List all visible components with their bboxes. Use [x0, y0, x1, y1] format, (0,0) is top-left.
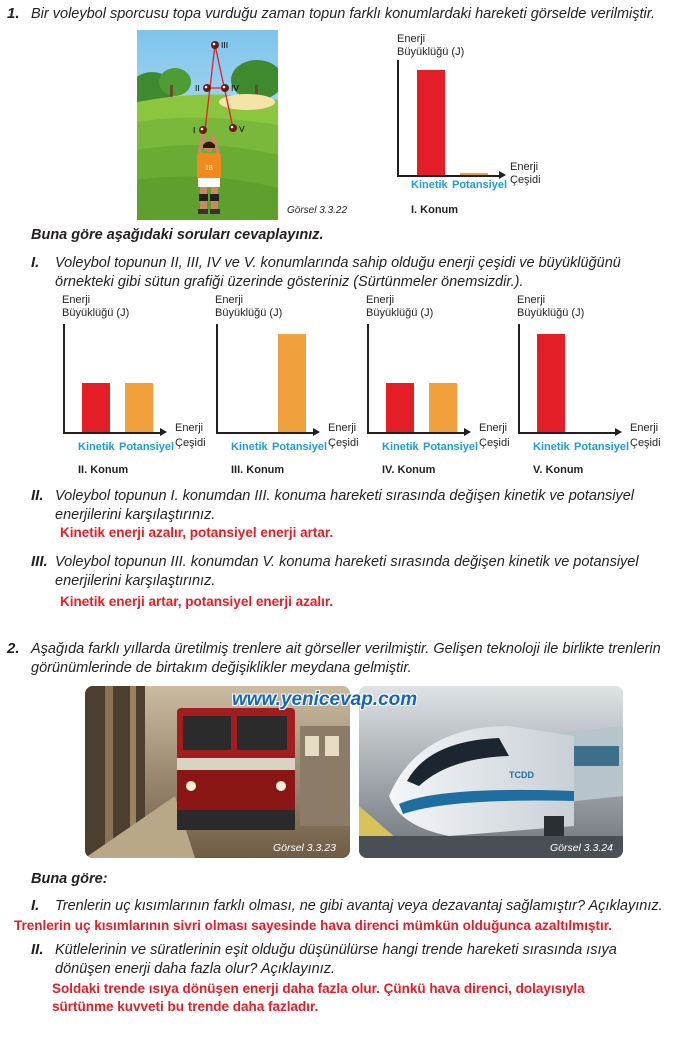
y-axis-label-line2: Büyüklüğü (J)	[397, 46, 465, 58]
x-axis-arrow-icon	[313, 428, 320, 436]
category-label-potential: Potansiyel	[574, 441, 630, 453]
q2-sub2-answer-line1: Soldaki trende ısıya dönüşen enerji daha fazla olur. Çünkü hava direnci, dolayısıyla	[52, 981, 585, 996]
x-axis	[397, 175, 502, 177]
photo-old-train	[85, 686, 350, 858]
q2-sub1-answer: Trenlerin uç kısımlarının sivri olması sayesinde hava direnci mümkün olduğunca azaltılmıştır.	[14, 918, 612, 933]
chart-title: I. Konum	[411, 204, 459, 216]
bar-kinetic	[386, 383, 414, 432]
ball-ii	[203, 84, 211, 92]
x-axis-arrow-icon	[160, 428, 167, 436]
bar-potential	[278, 334, 306, 432]
q1-sub1-number: I.	[31, 254, 40, 271]
q2-sub2-number: II.	[31, 941, 44, 958]
volleyball-scene	[137, 30, 278, 220]
y-axis	[518, 324, 520, 433]
q2-line2: görünümlerinde de birtakım değişiklikler meydana gelmiştir.	[31, 660, 412, 676]
q1-sub2-line1: Voleybol topunun I. konumdan III. konuma hareketi sırasında değişen kinetik ve potansiyel	[55, 488, 635, 504]
y-axis-label-line2: Büyüklüğü (J)	[366, 307, 434, 319]
bar-potential	[429, 383, 457, 432]
x-axis-arrow-icon	[499, 171, 506, 179]
y-axis	[63, 324, 65, 433]
bar-kinetic	[537, 334, 565, 432]
category-label-kinetic: Kinetik	[382, 441, 419, 453]
photo-high-speed-train	[359, 686, 623, 858]
x-axis-label-line2: Çeşidi	[175, 437, 206, 449]
q2-sub1-text: Trenlerin uç kısımlarının farklı olması, ne gibi avantaj veya dezavantaj sağlamıştır? Açıklayınız.	[55, 898, 663, 914]
chart-title: IV. Konum	[382, 464, 436, 476]
ball-iv	[221, 84, 229, 92]
figure-caption-3-3-22: Görsel 3.3.22	[287, 205, 348, 216]
y-axis	[367, 324, 369, 433]
category-label-potential: Potansiyel	[272, 441, 328, 453]
q1-sub2-line2: enerjilerini karşılaştırınız.	[55, 507, 216, 523]
category-label-kinetic: Kinetik	[411, 179, 448, 191]
x-axis	[518, 432, 618, 434]
y-axis-label-line2: Büyüklüğü (J)	[215, 307, 283, 319]
x-axis-label-line1: Enerji	[630, 422, 659, 434]
y-axis-label-line1: Enerji	[517, 294, 546, 306]
x-axis	[367, 432, 467, 434]
chart-title: III. Konum	[231, 464, 285, 476]
q2-line1: Aşağıda farklı yıllarda üretilmiş trenlere ait görseller verilmiştir. Gelişen teknoloji ile birlikte trenlerin	[31, 641, 661, 657]
y-axis	[216, 324, 218, 433]
bar-potential	[460, 173, 488, 175]
q2-instruction: Buna göre:	[31, 871, 108, 887]
q1-instruction: Buna göre aşağıdaki soruları cevaplayınız.	[31, 227, 324, 243]
y-axis-label-line2: Büyüklüğü (J)	[517, 307, 585, 319]
chart-konum-5	[515, 290, 675, 480]
category-label-potential: Potansiyel	[119, 441, 175, 453]
x-axis-label-line2: Çeşidi	[479, 437, 510, 449]
q2-sub1-number: I.	[31, 897, 40, 914]
x-axis	[63, 432, 163, 434]
q1-sub3-number: III.	[31, 553, 48, 570]
q2-sub2-line2: dönüşen enerji daha fazla olur? Açıklayınız.	[55, 961, 335, 977]
q1-number: 1.	[7, 5, 20, 22]
x-axis-arrow-icon	[464, 428, 471, 436]
x-axis-label-line1: Enerji	[328, 422, 357, 434]
y-axis	[397, 60, 399, 176]
y-axis-label-line2: Büyüklüğü (J)	[62, 307, 130, 319]
q1-sub2-answer: Kinetik enerji azalır, potansiyel enerji artar.	[60, 525, 334, 540]
chart-konum-4	[364, 290, 514, 480]
category-label-kinetic: Kinetik	[533, 441, 570, 453]
category-label-potential: Potansiyel	[423, 441, 479, 453]
photo1-caption: Görsel 3.3.23	[272, 842, 336, 854]
y-axis-label-line1: Enerji	[366, 294, 395, 306]
pos-label-v: V	[239, 124, 245, 134]
y-axis-label-line1: Enerji	[62, 294, 91, 306]
q1-sub2-number: II.	[31, 487, 44, 504]
q1-sub1-line2: örnekteki gibi sütun grafiği üzerinde gösteriniz (Sürtünmeler önemsizdir.).	[55, 274, 524, 290]
volleyball-illustration	[137, 30, 278, 220]
old-train-image	[85, 686, 350, 858]
q2-sub2-answer-line2: sürtünme kuvveti bu trende daha fazladır.	[52, 999, 319, 1014]
pos-label-iii: III	[221, 40, 229, 50]
chart-konum-2	[60, 290, 210, 480]
q1-sub3-line1: Voleybol topunun III. konumdan V. konuma hareketi sırasında değişen kinetik ve potansiyel	[55, 554, 639, 570]
bar-kinetic	[82, 383, 110, 432]
y-axis-label-line1: Enerji	[397, 33, 426, 45]
train-logo-text: TCDD	[509, 770, 534, 780]
x-axis-label-line2: Çeşidi	[510, 174, 541, 186]
x-axis-label-line1: Enerji	[479, 422, 508, 434]
q1-text: Bir voleybol sporcusu topa vurduğu zaman topun farklı konumlardaki hareketi görselde verilmiştir.	[31, 6, 656, 22]
pos-label-iv: IV	[231, 83, 240, 93]
chart-konum-3	[213, 290, 363, 480]
q1-sub3-answer: Kinetik enerji artar, potansiyel enerji azalır.	[60, 594, 334, 609]
bar-kinetic	[417, 70, 445, 175]
x-axis-label-line1: Enerji	[175, 422, 204, 434]
svg-text:18: 18	[205, 165, 213, 172]
q1-sub3-line2: enerjilerini karşılaştırınız.	[55, 573, 216, 589]
x-axis-label-line2: Çeşidi	[328, 437, 359, 449]
category-label-potential: Potansiyel	[452, 179, 508, 191]
chart-title: V. Konum	[533, 464, 584, 476]
photo2-caption: Görsel 3.3.24	[549, 842, 613, 854]
x-axis-label-line2: Çeşidi	[630, 437, 661, 449]
chart-title: II. Konum	[78, 464, 129, 476]
ball-i	[199, 126, 207, 134]
ball-v	[229, 124, 237, 132]
x-axis-arrow-icon	[615, 428, 622, 436]
high-speed-train-image	[359, 686, 623, 858]
pos-label-ii: II	[195, 83, 200, 93]
q2-number: 2.	[7, 640, 20, 657]
q2-sub2-line1: Kütlelerinin ve süratlerinin eşit olduğu düşünülürse hangi trende hareketi sırasında ısıya	[55, 942, 617, 958]
x-axis-label-line1: Enerji	[510, 161, 539, 173]
bar-potential	[125, 383, 153, 432]
category-label-kinetic: Kinetik	[231, 441, 268, 453]
pos-label-i: I	[193, 125, 196, 135]
q1-sub1-line1: Voleybol topunun II, III, IV ve V. konumlarında sahip olduğu enerji çeşidi ve büyüklüğünü	[55, 255, 621, 271]
chart-konum-1	[395, 22, 555, 227]
category-label-kinetic: Kinetik	[78, 441, 115, 453]
watermark: www.yenicevap.com	[232, 689, 418, 710]
x-axis	[216, 432, 316, 434]
y-axis-label-line1: Enerji	[215, 294, 244, 306]
ball-iii	[211, 41, 219, 49]
